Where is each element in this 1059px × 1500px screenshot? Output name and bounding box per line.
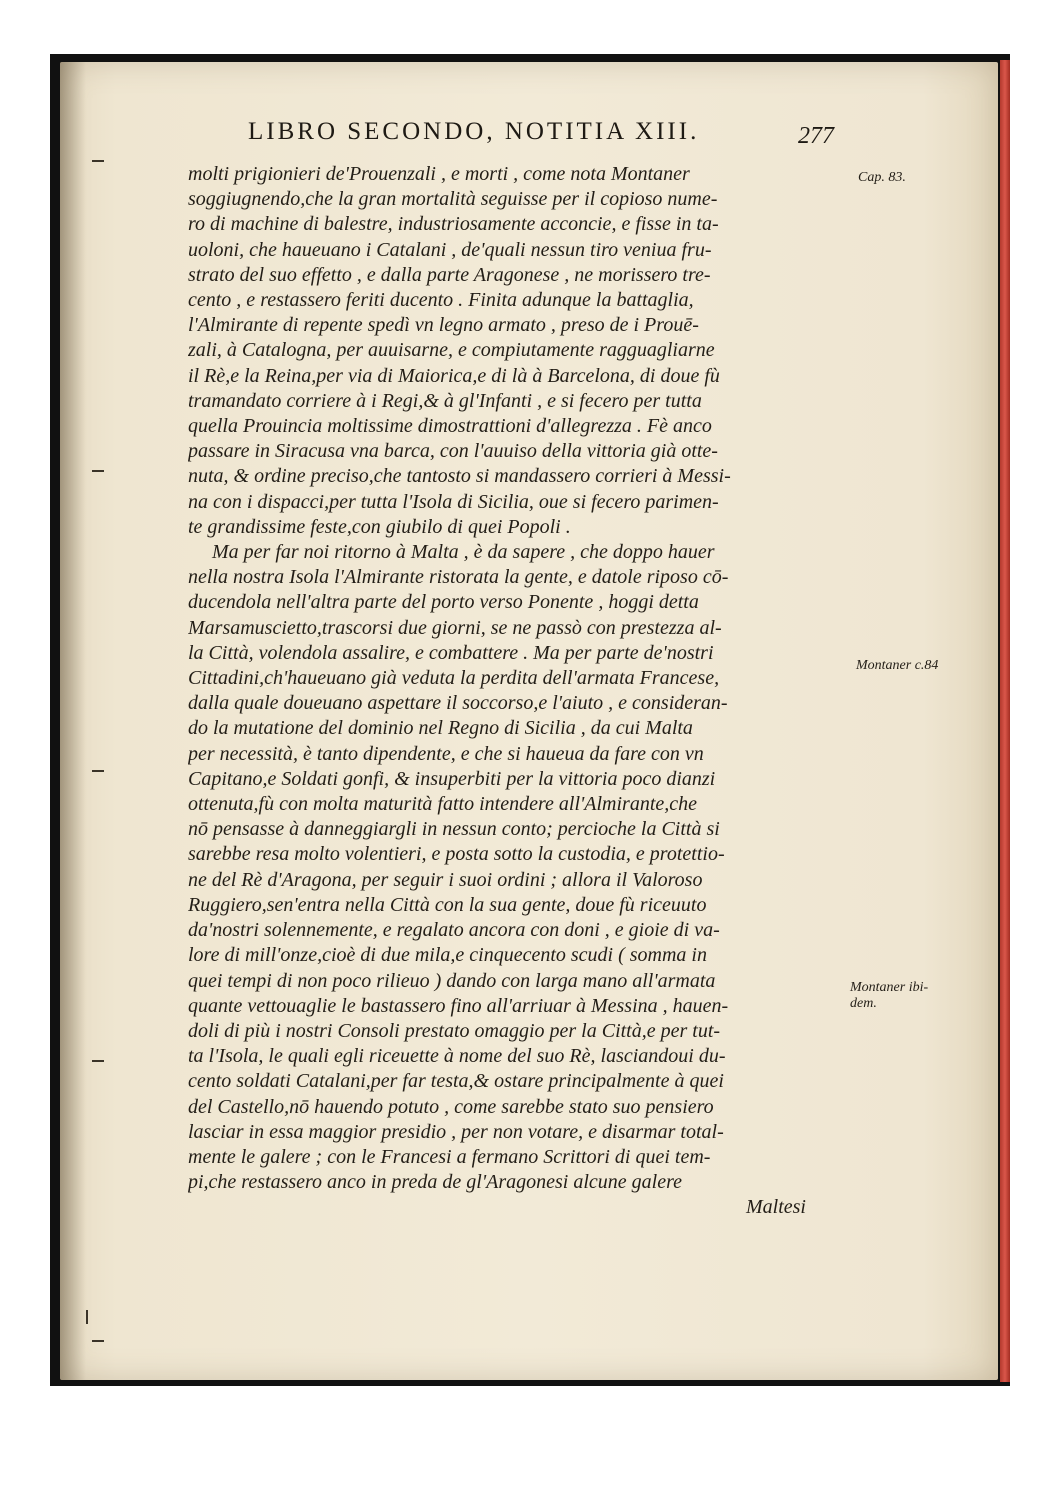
text-line: dalla quale doueuano aspettare il soccorso,e l'aiuto , e consideran-: [188, 692, 728, 715]
margin-note: Cap. 83.: [858, 170, 906, 185]
text-line: lore di mill'onze,cioè di due mila,e cinquecento scudi ( somma in: [188, 944, 707, 967]
text-line: Ruggiero,sen'entra nella Città con la sua gente, doue fù riceuuto: [188, 893, 707, 916]
text-line: mente le galere ; con le Francesi a fermano Scrittori di quei tem-: [188, 1145, 711, 1168]
page-number: 277: [798, 123, 834, 149]
text-line: tramandato corriere à i Regi,& à gl'Infanti , e si fecero per tutta: [188, 389, 702, 412]
red-page-edge: [1000, 60, 1010, 1382]
text-line: ta l'Isola, le quali egli riceuette à nome del suo Rè, lasciandoui du-: [188, 1045, 726, 1068]
text-line: sarebbe resa molto volentieri, e posta sotto la custodia, e protettio-: [188, 843, 725, 866]
margin-tick-mark: [92, 1340, 104, 1342]
text-line: zali, à Catalogna, per auuisarne, e compiutamente ragguagliarne: [188, 339, 715, 362]
text-line: do la mutatione del dominio nel Regno di Sicilia , da cui Malta: [188, 717, 693, 740]
text-line: ne del Rè d'Aragona, per seguir i suoi ordini ; allora il Valoroso: [188, 868, 703, 891]
text-line: Ma per far noi ritorno à Malta , è da sapere , che doppo hauer: [212, 541, 715, 564]
margin-tick-mark: [86, 1310, 88, 1324]
margin-note: [850, 980, 928, 1012]
text-line: lasciar in essa maggior presidio , per non votare, e disarmar total-: [188, 1120, 724, 1143]
text-line: nella nostra Isola l'Almirante ristorata la gente, e datole riposo cō-: [188, 566, 729, 589]
binding-shadow: [60, 62, 86, 1380]
text-line: uoloni, che haueuano i Catalani , de'quali nessun tiro veniua fru-: [188, 238, 712, 261]
text-line: cento soldati Catalani,per far testa,& ostare principalmente à quei: [188, 1070, 724, 1093]
margin-tick-mark: [92, 1060, 104, 1062]
text-line: quella Prouincia moltissime dimostrattioni d'allegrezza . Fè anco: [188, 415, 712, 438]
text-line: il Rè,e la Reina,per via di Maiorica,e di là à Barcelona, di doue fù: [188, 364, 720, 387]
text-line: strato del suo effetto , e dalla parte Aragonese , ne morissero tre-: [188, 263, 711, 286]
text-line: Marsamuscietto,trascorsi due giorni, se ne passò con prestezza al-: [188, 616, 722, 639]
margin-tick-mark: [92, 770, 104, 772]
text-line: per necessità, è tanto dipendente, e che si haueua da fare con vn: [188, 742, 704, 765]
text-line: na con i dispacci,per tutta l'Isola di Sicilia, oue si fecero parimen-: [188, 490, 719, 513]
text-line: soggiugnendo,che la gran mortalità seguisse per il copioso nume-: [188, 188, 718, 211]
text-line: nō pensasse à danneggiargli in nessun conto; percioche la Città si: [188, 818, 720, 841]
text-line: molti prigionieri de'Prouenzali , e morti , come nota Montaner: [188, 163, 690, 185]
text-line: quei tempi di non poco rilieuo ) dando con larga mano all'armata: [188, 969, 716, 992]
text-line: ottenuta,fù con molta maturità fatto intendere all'Almirante,che: [188, 793, 698, 816]
margin-note-line: dem.: [850, 996, 877, 1011]
catchword: Maltesi: [746, 1196, 806, 1219]
text-line: ro di machine di balestre, industriosamente acconcie, e fisse in ta-: [188, 213, 719, 236]
text-line: pi,che restassero anco in preda de gl'Aragonesi alcune galere: [188, 1171, 682, 1194]
margin-tick-mark: [92, 160, 104, 162]
body-text: [188, 162, 858, 1221]
text-line: cento , e restassero feriti ducento . Finita adunque la battaglia,: [188, 289, 694, 312]
text-line: passare in Siracusa vna barca, con l'auuiso della vittoria già otte-: [188, 440, 718, 463]
running-head: LIBRO SECONDO, NOTITIA XIII.: [248, 118, 700, 145]
text-line: te grandissime feste,con giubilo di quei Popoli .: [188, 515, 571, 538]
text-line: l'Almirante di repente spedì vn legno armato , preso de i Prouē-: [188, 314, 699, 337]
text-line: doli di più i nostri Consoli prestato omaggio per la Città,e per tut-: [188, 1019, 721, 1042]
text-line: da'nostri solennemente, e regalato ancora con doni , e gioie di va-: [188, 919, 720, 942]
text-line: Cittadini,ch'haueuano già veduta la perdita dell'armata Francese,: [188, 667, 720, 690]
margin-note-line: Montaner ibi-: [850, 980, 929, 995]
text-line: ducendola nell'altra parte del porto verso Ponente , hoggi detta: [188, 591, 699, 614]
text-line: quante vettouaglie le bastassero fino all'arriuar à Messina , hauen-: [188, 994, 729, 1017]
text-line: nuta, & ordine preciso,che tantosto si mandassero corrieri à Messi-: [188, 465, 731, 488]
text-line: Capitano,e Soldati gonfi, & insuperbiti per la vittoria poco dianzi: [188, 767, 716, 790]
margin-note: Montaner c.84: [856, 658, 939, 673]
text-line: la Città, volendola assalire, e combattere . Ma per parte de'nostri: [188, 641, 714, 664]
text-line: del Castello,nō hauendo potuto , come sarebbe stato suo pensiero: [188, 1095, 714, 1118]
margin-tick-mark: [92, 470, 104, 472]
